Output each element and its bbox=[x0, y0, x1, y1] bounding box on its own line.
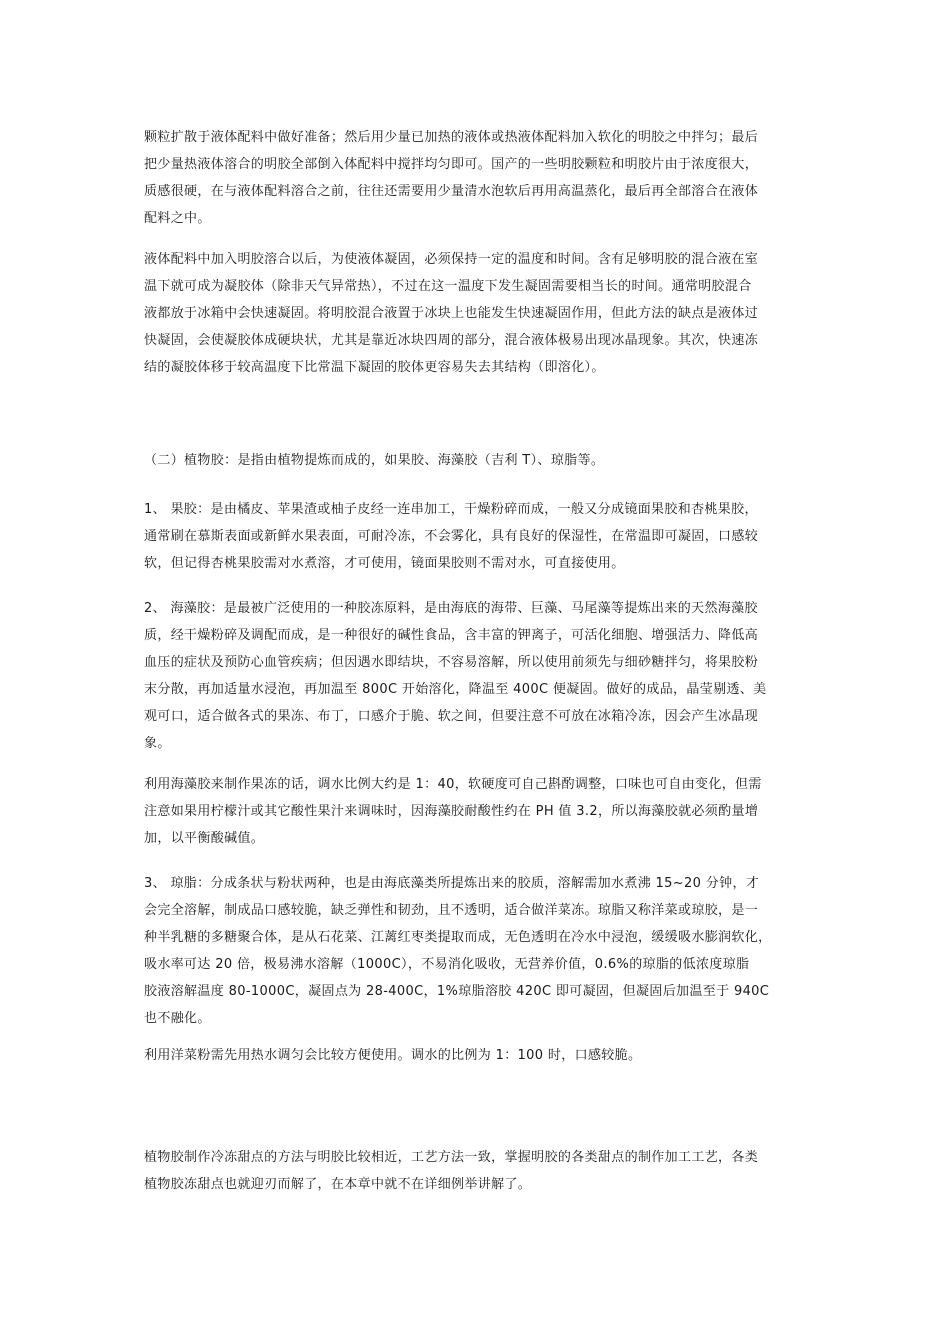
text-line: 观可口，适合做各式的果冻、布丁，口感介于脆、软之间，但要注意不可放在冰箱冷冻，因会产生冰晶现 bbox=[144, 709, 759, 724]
paragraph-alginate bbox=[144, 595, 812, 757]
text-line: 结的凝胶体移于较高温度下比常温下凝固的胶体更容易失去其结构（即溶化）。 bbox=[144, 360, 605, 375]
text-line: 快凝固，会使凝胶体成硬块状，尤其是靠近冰块四周的部分，混合液体极易出现冰晶现象。其次，快速冻 bbox=[144, 333, 759, 348]
paragraph-alginate-jelly bbox=[144, 771, 812, 852]
text-line: 温下就可成为凝胶体（除非天气异常热），不过在这一温度下发生凝固需要相当长的时间。通常明胶混合 bbox=[144, 279, 752, 294]
paragraph-gelatin-dissolving bbox=[144, 124, 812, 232]
text-line: 质，经干燥粉碎及调配而成，是一种很好的碱性食品，含丰富的钾离子，可活化细胞、增强活力、降低高 bbox=[144, 628, 759, 643]
text-line: 2、 海藻胶：是最被广泛使用的一种胶冻原料，是由海底的海带、巨藻、马尾藻等提炼出来的天然海藻胶 bbox=[144, 601, 758, 616]
paragraph-conclusion bbox=[144, 1144, 812, 1198]
text-line: 种半乳糖的多糖聚合体，是从石花菜、江蓠红枣类提取而成，无色透明在冷水中浸泡，缓缓吸水膨润软化， bbox=[144, 930, 772, 945]
text-line: 植物胶制作冷冻甜点的方法与明胶比较相近，工艺方法一致，掌握明胶的各类甜点的制作加工工艺，各类 bbox=[144, 1150, 759, 1165]
text-line: 末分散，再加适量水浸泡，再加温至 800C 开始溶化，降温至 400C 便凝固。做好的成品，晶莹剔透、美 bbox=[144, 682, 767, 697]
text-line: 利用洋菜粉需先用热水调匀会比较方便使用。调水的比例为 1：100 时，口感较脆。 bbox=[144, 1048, 642, 1063]
text-line: 注意如果用柠檬汁或其它酸性果汁来调味时，因海藻胶耐酸性约在 PH 值 3.2，所以海藻胶就必须酌量增 bbox=[144, 804, 759, 819]
paragraph-pectin bbox=[144, 496, 812, 577]
paragraph-gelatin-setting bbox=[144, 246, 812, 381]
text-line: 植物胶冻甜点也就迎刃而解了，在本章中就不在详细例举讲解了。 bbox=[144, 1177, 532, 1192]
text-line: 会完全溶解，制成品口感较脆，缺乏弹性和韧劲，且不透明，适合做洋菜冻。琼脂又称洋菜或琼胶，是一 bbox=[144, 903, 759, 918]
text-line: 胶液溶解温度 80-1000C，凝固点为 28-400C，1%琼脂溶胶 420C 即可凝固，但凝固后加温至于 940C bbox=[144, 984, 770, 999]
text-line: 质感很硬，在与液体配料溶合之前，往往还需要用少量清水泡软后再用高温蒸化，最后再全部溶合在液体 bbox=[144, 184, 759, 199]
text-line: 加，以平衡酸碱值。 bbox=[144, 831, 265, 846]
text-line: 颗粒扩散于液体配料中做好准备；然后用少量已加热的液体或热液体配料加入软化的明胶之中拌匀；最后 bbox=[144, 130, 759, 145]
text-line: 通常刷在慕斯表面或新鲜水果表面，可耐冷冻，不会雾化，具有良好的保湿性，在常温即可凝固，口感较 bbox=[144, 529, 759, 544]
text-line: 象。 bbox=[144, 736, 171, 751]
text-line: 液都放于冰箱中会快速凝固。将明胶混合液置于冰块上也能发生快速凝固作用，但此方法的缺点是液体过 bbox=[144, 306, 759, 321]
text-line: 液体配料中加入明胶溶合以后，为使液体凝固，必须保持一定的温度和时间。含有足够明胶的混合液在室 bbox=[144, 252, 759, 267]
text-line: 血压的症状及预防心血管疾病；但因遇水即结块，不容易溶解，所以使用前须先与细砂糖拌匀，将果胶粉 bbox=[144, 655, 759, 670]
text-line: 吸水率可达 20 倍，极易沸水溶解（1000C），不易消化吸收，无营养价值，0.6%的琼脂的低浓度琼脂 bbox=[144, 957, 750, 972]
text-line: 3、 琼脂：分成条状与粉状两种，也是由海底藻类所提炼出来的胶质，溶解需加水煮沸 15~20 分钟，才 bbox=[144, 876, 760, 891]
text-line: 1、 果胶：是由橘皮、苹果渣或柚子皮经一连串加工，干燥粉碎而成，一般又分成镜面果胶和杏桃果胶， bbox=[144, 502, 758, 517]
text-line: 把少量热液体溶合的明胶全部倒入体配料中搅拌均匀即可。国产的一些明胶颗粒和明胶片由于浓度很大， bbox=[144, 157, 759, 172]
text-line: 利用海藻胶来制作果冻的话，调水比例大约是 1：40，软硬度可自己斟酌调整，口味也可自由变化，但需 bbox=[144, 777, 762, 792]
section-heading: （二）植物胶：是指由植物提炼而成的，如果胶、海藻胶（吉利 T）、琼脂等。 bbox=[144, 453, 605, 468]
paragraph-agar-powder bbox=[144, 1042, 812, 1069]
text-line: 也不融化。 bbox=[144, 1011, 211, 1026]
paragraph-agar bbox=[144, 870, 812, 1032]
text-line: 配料之中。 bbox=[144, 211, 211, 226]
text-line: 软，但记得杏桃果胶需对水煮溶，才可使用，镜面果胶则不需对水，可直接使用。 bbox=[144, 556, 625, 571]
